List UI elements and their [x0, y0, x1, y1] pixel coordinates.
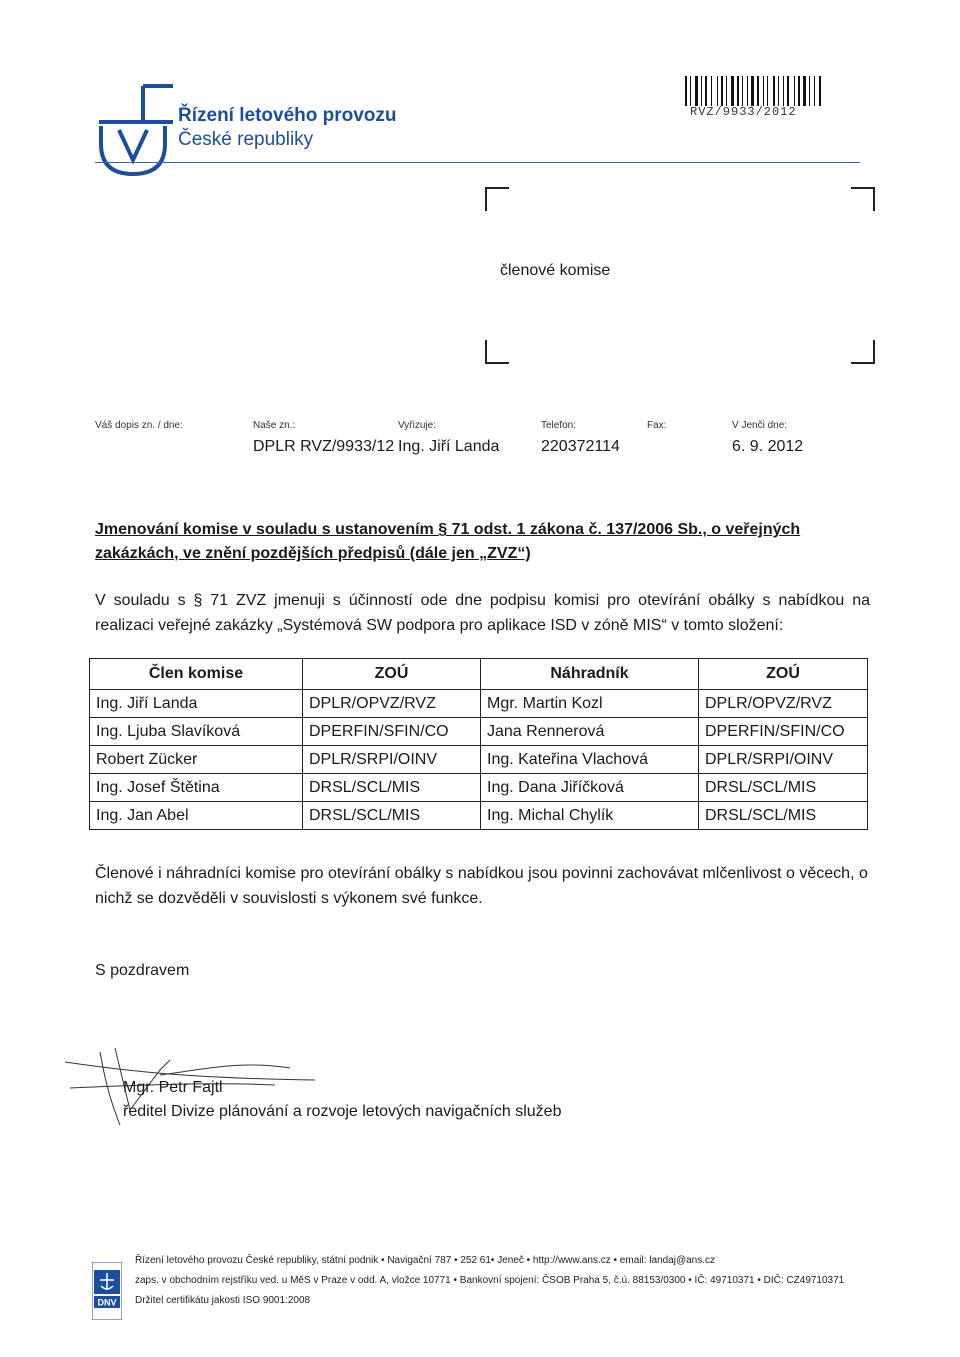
barcode-bar [731, 76, 734, 106]
barcode-bar [685, 76, 687, 106]
table-row [90, 718, 868, 746]
dnv-logo-text: DNV [97, 1297, 117, 1308]
substitute-unit: DRSL/SCL/MIS [699, 774, 868, 802]
barcode-bar [751, 76, 754, 106]
address-window-corner [851, 187, 875, 211]
dnv-certification-logo [92, 1262, 122, 1320]
ref-phone: 220372114 [541, 438, 620, 455]
barcode-bar [695, 76, 698, 106]
barcode-bar [767, 76, 768, 106]
column-header-substitute-unit: ZOÚ [699, 659, 868, 690]
address-window-corner [485, 187, 509, 211]
ref-label-phone: Telefon: [541, 420, 577, 431]
substitute-unit: DPLR/OPVZ/RVZ [699, 690, 868, 718]
table-header-row [90, 659, 868, 690]
confidentiality-paragraph: Členové i náhradníci komise pro otevírání obálky s nabídkou jsou povinni zachovávat mlčenlivost o věcech, o nichž se dozvěděli v souvislosti s výkonem své funkce. [95, 865, 868, 907]
member-unit: DRSL/SCL/MIS [303, 774, 481, 802]
barcode-number: RVZ/9933/2012 [690, 105, 797, 119]
barcode-bar [690, 76, 691, 106]
committee-table [89, 658, 868, 830]
recipient: členové komise [500, 262, 611, 279]
barcode-bar [742, 76, 743, 106]
signer-name: Mgr. Petr Fajtl [123, 1079, 223, 1096]
barcode-bar [773, 76, 775, 106]
ans-logo-icon [95, 82, 175, 180]
column-header-member: Člen komise [90, 659, 303, 690]
column-header-substitute: Náhradník [481, 659, 699, 690]
signer-role: ředitel Divize plánování a rozvoje letových navigačních služeb [123, 1103, 562, 1120]
footer-line-registration: zaps. v obchodním rejstříku ved. u MěS v Praze v odd. A, vložce 10771 • Bankovní spojení: ČSOB Praha 5, č.ú. 88153/0300 • IČ: 49710371 • DIČ: CZ49710371 [135, 1275, 845, 1286]
barcode-bar [794, 76, 795, 106]
ref-label-our-ref: Naše zn.: [253, 420, 296, 431]
header-divider [95, 162, 860, 163]
address-window-corner [485, 340, 509, 364]
substitute-name: Mgr. Martin Kozl [481, 690, 699, 718]
barcode-bar [778, 76, 779, 106]
organization-name-line2: České republiky [178, 129, 314, 150]
barcode-bar [721, 76, 723, 106]
member-name: Ing. Jiří Landa [90, 690, 303, 718]
barcode-bar [757, 76, 759, 106]
ref-handled-by: Ing. Jiří Landa [398, 438, 500, 455]
barcode-bar [705, 76, 707, 106]
barcode-bar [701, 76, 702, 106]
footer-line-certificate: Držitel certifikátu jakosti ISO 9001:2008 [135, 1295, 311, 1306]
member-unit: DPLR/SRPI/OINV [303, 746, 481, 774]
intro-paragraph: V souladu s § 71 ZVZ jmenuji s účinností ode dne podpisu komisi pro otevírání obálky s nabídkou na realizaci veřejné zakázky „Systémová SW podpora pro aplikace ISD v zóně MIS“ v tomto složení: [95, 592, 870, 634]
substitute-name: Ing. Kateřina Vlachová [481, 746, 699, 774]
substitute-name: Ing. Michal Chylík [481, 802, 699, 830]
column-header-unit: ZOÚ [303, 659, 481, 690]
member-name: Ing. Josef Štětina [90, 774, 303, 802]
substitute-unit: DPLR/SRPI/OINV [699, 746, 868, 774]
ref-label-fax: Fax: [647, 420, 667, 431]
barcode-bar [803, 76, 806, 106]
barcode-bar [809, 76, 810, 106]
barcode-bar [819, 76, 821, 106]
ref-label-date: V Jenči dne: [732, 420, 788, 431]
barcode-bar [787, 76, 789, 106]
substitute-name: Ing. Dana Jiříčková [481, 774, 699, 802]
table-row [90, 802, 868, 830]
table-row [90, 746, 868, 774]
organization-name [178, 104, 397, 152]
table-row [90, 774, 868, 802]
barcode-bar [726, 76, 727, 106]
substitute-unit: DRSL/SCL/MIS [699, 802, 868, 830]
table-row [90, 690, 868, 718]
footer-line-address: Řízení letového provozu České republiky, státní podnik • Navigační 787 • 252 61• Jeneč • http://www.ans.cz • email: landaj@ans.cz [135, 1255, 715, 1266]
greeting: S pozdravem [95, 962, 190, 979]
address-window-corner [851, 340, 875, 364]
member-unit: DRSL/SCL/MIS [303, 802, 481, 830]
barcode-bar [763, 76, 764, 106]
ref-our-ref: DPLR RVZ/9933/12 [253, 438, 395, 455]
member-name: Robert Zücker [90, 746, 303, 774]
substitute-name: Jana Rennerová [481, 718, 699, 746]
barcode-bar [783, 76, 784, 106]
substitute-unit: DPERFIN/SFIN/CO [699, 718, 868, 746]
barcode-bar [814, 76, 815, 106]
barcode [685, 76, 847, 106]
barcode-bar [711, 76, 712, 106]
ref-date: 6. 9. 2012 [732, 438, 804, 455]
member-unit: DPLR/OPVZ/RVZ [303, 690, 481, 718]
barcode-bar [747, 76, 748, 106]
letter-subject: Jmenování komise v souladu s ustanovením § 71 odst. 1 zákona č. 137/2006 Sb., o veřejných zakázkách, ve znění pozdějších předpisů (dále jen „ZVZ“) [95, 521, 801, 562]
member-unit: DPERFIN/SFIN/CO [303, 718, 481, 746]
member-name: Ing. Jan Abel [90, 802, 303, 830]
ref-label-handled-by: Vyřizuje: [398, 420, 436, 431]
barcode-bar [717, 76, 718, 106]
ref-label-your-letter: Váš dopis zn. / dne: [95, 420, 183, 431]
organization-name-line1: Řízení letového provozu [178, 105, 397, 126]
barcode-bar [798, 76, 800, 106]
member-name: Ing. Ljuba Slavíková [90, 718, 303, 746]
barcode-bar [737, 76, 739, 106]
